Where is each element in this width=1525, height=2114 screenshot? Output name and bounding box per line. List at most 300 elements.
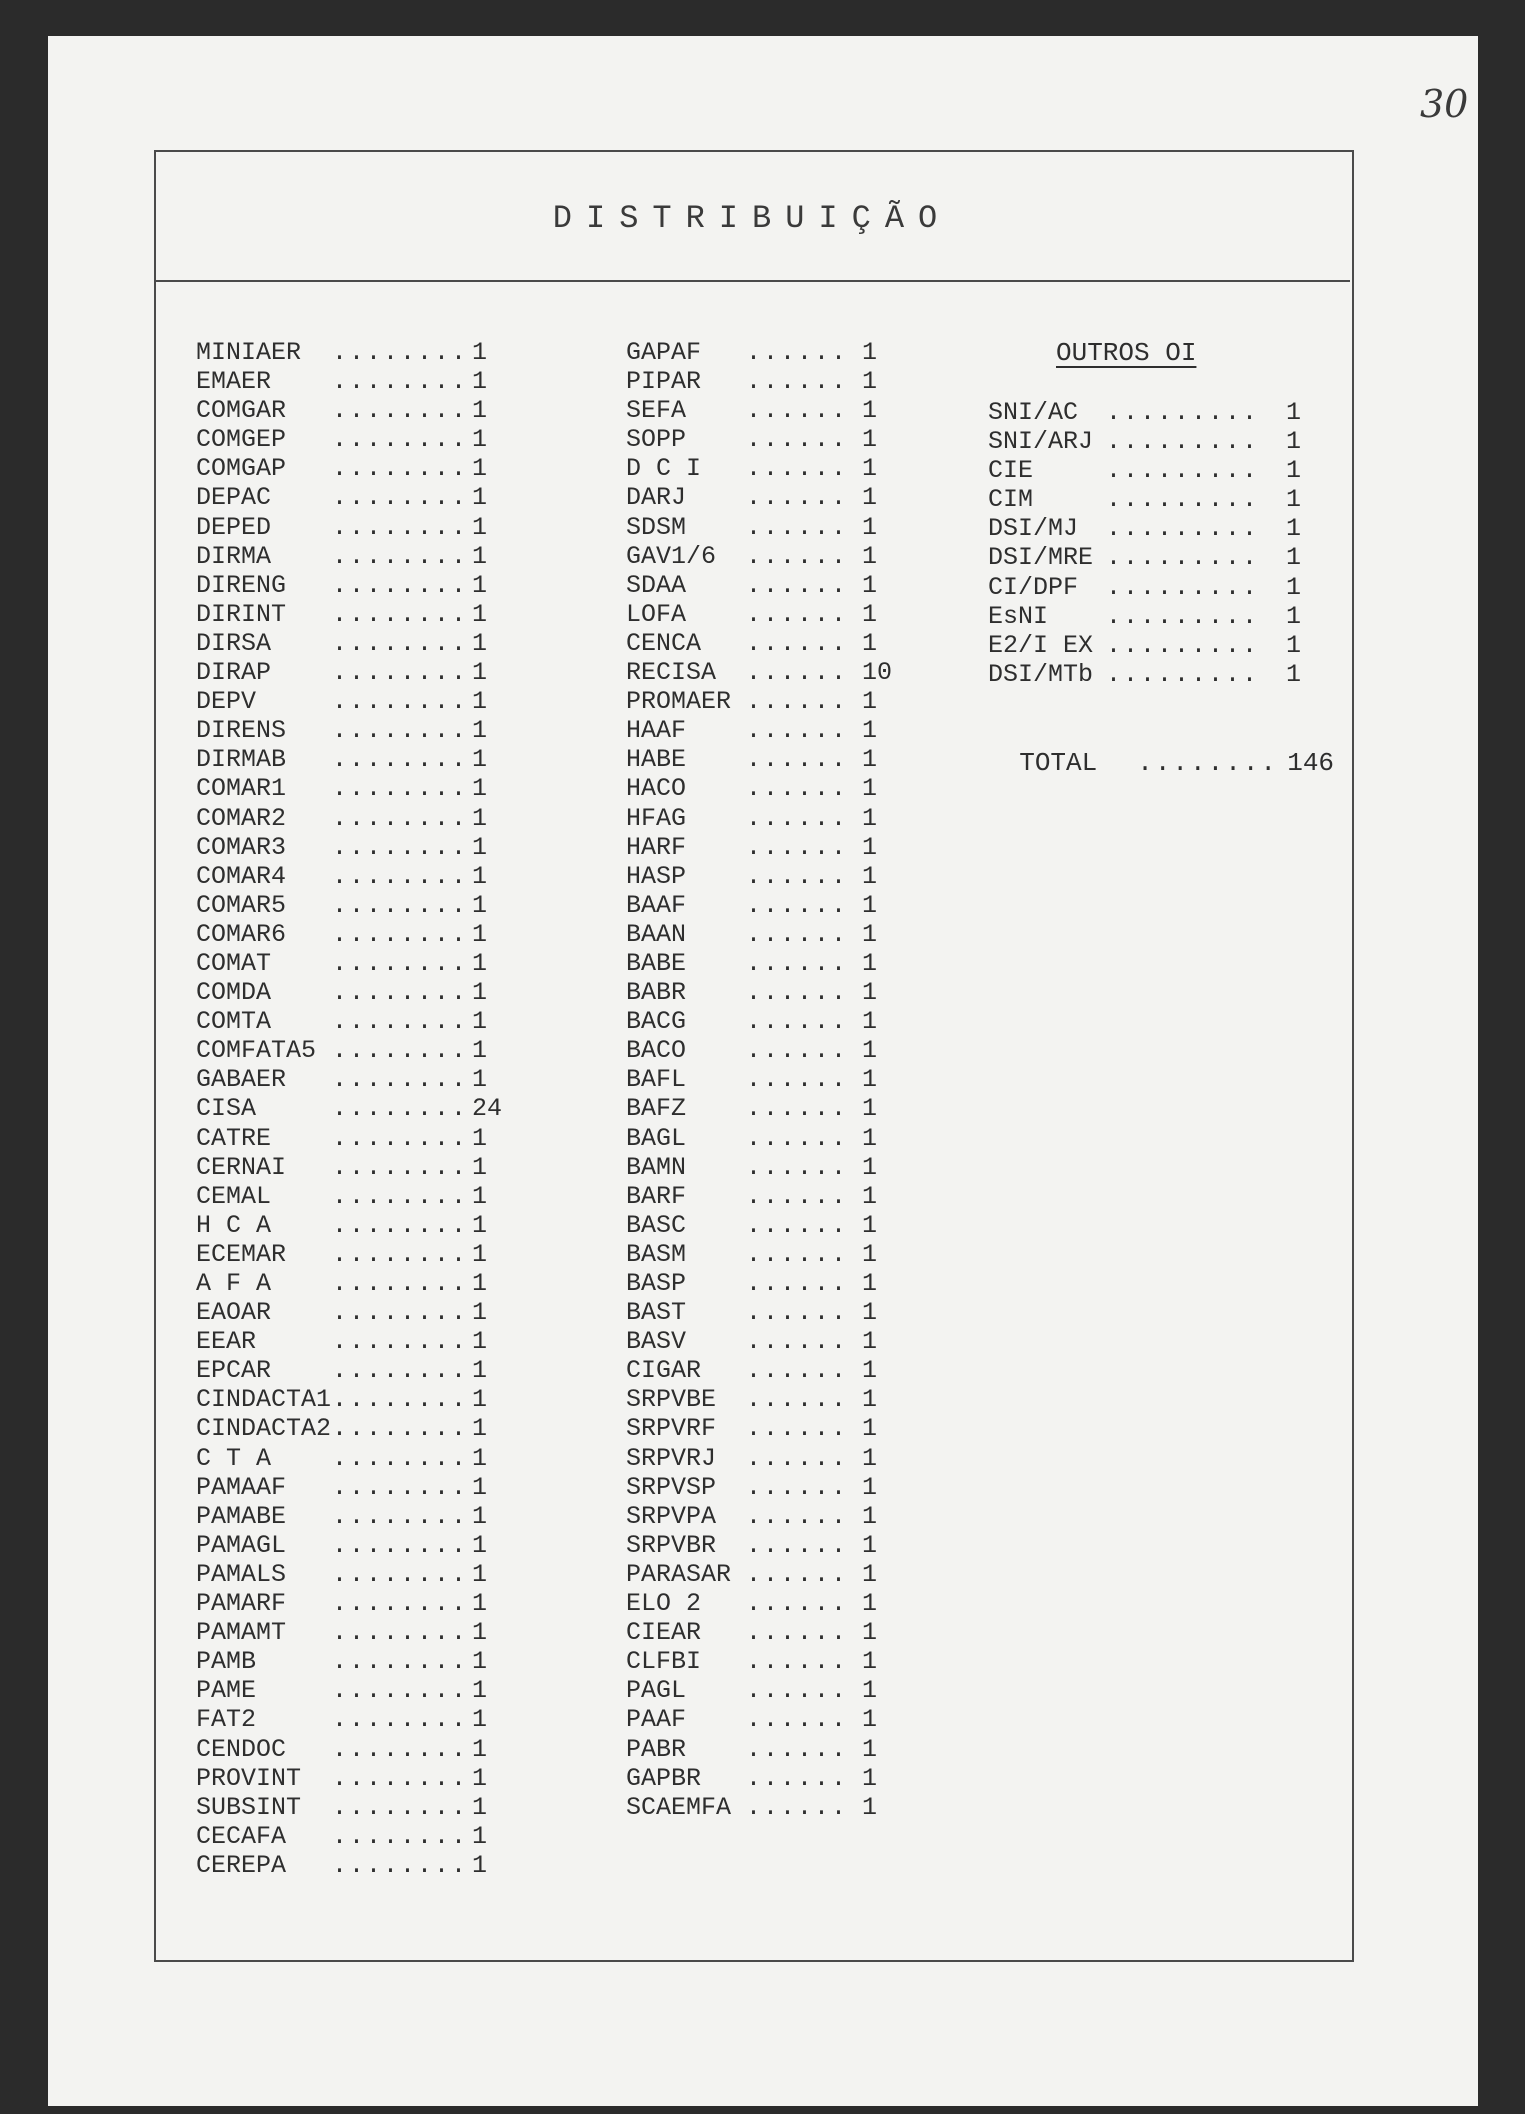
- item-label: DEPV: [196, 687, 257, 717]
- item-label: C T A: [196, 1443, 272, 1473]
- item-quantity: 1: [472, 628, 488, 658]
- item-label: EPCAR: [196, 1356, 272, 1386]
- item-label: H C A: [196, 1210, 272, 1240]
- item-label: COMGAR: [196, 396, 287, 426]
- leader-dots: .........: [1106, 456, 1260, 486]
- leader-dots: ......: [746, 1734, 849, 1764]
- item-label: DIRMA: [196, 541, 272, 571]
- item-quantity: 1: [862, 1676, 878, 1706]
- item-quantity: 1: [862, 1123, 878, 1153]
- leader-dots: ......: [746, 1647, 849, 1677]
- item-label: CERNAI: [196, 1152, 287, 1182]
- item-label: DSI/MJ: [988, 514, 1079, 544]
- item-quantity: 1: [862, 1647, 878, 1677]
- item-quantity: 1: [862, 890, 878, 920]
- item-label: PABR: [626, 1734, 687, 1764]
- item-quantity: 1: [862, 745, 878, 775]
- item-label: SRPVBR: [626, 1530, 717, 1560]
- leader-dots: .........: [1106, 572, 1260, 602]
- leader-dots: ........: [332, 803, 469, 833]
- list-item: [626, 1007, 892, 1036]
- list-item: [626, 1094, 892, 1123]
- leader-dots: .........: [1106, 601, 1260, 631]
- leader-dots: .........: [1106, 485, 1260, 515]
- leader-dots: ........: [332, 919, 469, 949]
- list-item: [196, 687, 502, 716]
- leader-dots: ......: [746, 1589, 849, 1619]
- item-quantity: 1: [472, 1647, 488, 1677]
- item-label: EsNI: [988, 601, 1049, 631]
- item-label: COMAT: [196, 948, 272, 978]
- list-item: [988, 631, 1301, 660]
- item-quantity: 1: [862, 832, 878, 862]
- item-label: SRPVSP: [626, 1472, 717, 1502]
- leader-dots: ......: [746, 948, 849, 978]
- item-label: MINIAER: [196, 338, 302, 367]
- item-quantity: 1: [1286, 572, 1302, 602]
- leader-dots: ........: [332, 1821, 469, 1851]
- item-quantity: 1: [862, 1094, 878, 1124]
- list-item: [196, 338, 502, 367]
- item-quantity: 1: [472, 745, 488, 775]
- item-quantity: 1: [862, 948, 878, 978]
- item-quantity: 1: [472, 367, 488, 397]
- list-item: [196, 1531, 502, 1560]
- leader-dots: .........: [1106, 659, 1260, 689]
- item-quantity: 1: [862, 1618, 878, 1648]
- leader-dots: ......: [746, 1239, 849, 1269]
- leader-dots: ........: [332, 1530, 469, 1560]
- leader-dots: ......: [746, 338, 849, 367]
- item-quantity: 1: [472, 1036, 488, 1066]
- item-quantity: 1: [862, 570, 878, 600]
- item-label: SRPVPA: [626, 1501, 717, 1531]
- list-item: [196, 1618, 502, 1647]
- item-label: CIE: [988, 456, 1034, 486]
- item-label: CIEAR: [626, 1618, 702, 1648]
- list-item: [626, 571, 892, 600]
- item-quantity: 1: [862, 1385, 878, 1415]
- list-item: [626, 1705, 892, 1734]
- list-item: [196, 1502, 502, 1531]
- list-item: [626, 658, 892, 687]
- list-item: [626, 1647, 892, 1676]
- item-quantity: 1: [472, 1501, 488, 1531]
- leader-dots: ......: [746, 861, 849, 891]
- list-item: [196, 396, 502, 425]
- item-quantity: 1: [472, 1181, 488, 1211]
- item-label: DARJ: [626, 483, 687, 513]
- item-label: COMAR4: [196, 861, 287, 891]
- item-label: PAME: [196, 1676, 257, 1706]
- leader-dots: .........: [1106, 427, 1260, 457]
- item-label: CENCA: [626, 628, 702, 658]
- leader-dots: ......: [746, 1036, 849, 1066]
- item-label: HFAG: [626, 803, 687, 833]
- leader-dots: ........: [332, 1123, 469, 1153]
- list-item: [626, 1124, 892, 1153]
- leader-dots: ........: [332, 1734, 469, 1764]
- item-quantity: 1: [862, 1763, 878, 1793]
- handwritten-page-number: 30: [1420, 82, 1469, 126]
- item-label: EMAER: [196, 367, 272, 397]
- leader-dots: ........: [332, 978, 469, 1008]
- item-quantity: 1: [862, 1181, 878, 1211]
- list-item: [626, 1269, 892, 1298]
- item-quantity: 1: [862, 1734, 878, 1764]
- item-label: COMAR1: [196, 774, 287, 804]
- item-label: DIRMAB: [196, 745, 287, 775]
- leader-dots: ........: [332, 338, 469, 367]
- item-quantity: 1: [862, 338, 878, 367]
- item-label: PAMARF: [196, 1589, 287, 1619]
- item-quantity: 1: [472, 1007, 488, 1037]
- item-quantity: 1: [472, 1763, 488, 1793]
- list-item: [626, 338, 892, 367]
- item-label: PAMAMT: [196, 1618, 287, 1648]
- list-item: [988, 602, 1301, 631]
- leader-dots: ........: [332, 1763, 469, 1793]
- item-quantity: 1: [1286, 630, 1302, 660]
- list-item: [196, 629, 502, 658]
- leader-dots: ......: [746, 1181, 849, 1211]
- leader-dots: ........: [332, 1414, 469, 1444]
- item-quantity: 1: [472, 1269, 488, 1298]
- leader-dots: ........: [332, 367, 469, 397]
- item-label: SDAA: [626, 570, 687, 600]
- list-item: [988, 543, 1301, 572]
- item-label: SUBSINT: [196, 1792, 302, 1822]
- item-quantity: 1: [862, 861, 878, 891]
- list-item: [196, 1094, 502, 1123]
- item-label: DEPED: [196, 512, 272, 542]
- list-item: [626, 1589, 892, 1618]
- item-quantity: 1: [472, 658, 488, 688]
- leader-dots: ........: [332, 1472, 469, 1502]
- list-item: [196, 1793, 502, 1822]
- list-item: [626, 862, 892, 891]
- item-quantity: 1: [472, 1152, 488, 1182]
- list-item: [196, 542, 502, 571]
- leader-dots: .........: [1106, 514, 1260, 544]
- list-item: [626, 804, 892, 833]
- list-item: [626, 425, 892, 454]
- item-label: ELO 2: [626, 1589, 702, 1619]
- item-label: ECEMAR: [196, 1239, 287, 1269]
- list-item: [196, 454, 502, 483]
- item-label: CISA: [196, 1094, 257, 1124]
- leader-dots: ........: [332, 1443, 469, 1473]
- item-quantity: 1: [472, 454, 488, 484]
- leader-dots: ........: [332, 1618, 469, 1648]
- item-quantity: 1: [1286, 398, 1302, 427]
- leader-dots: ......: [746, 628, 849, 658]
- leader-dots: ......: [746, 716, 849, 746]
- item-label: DSI/MTb: [988, 659, 1094, 689]
- leader-dots: ........: [332, 774, 469, 804]
- leader-dots: ........: [332, 832, 469, 862]
- item-label: PIPAR: [626, 367, 702, 397]
- leader-dots: ......: [746, 1385, 849, 1415]
- item-quantity: 1: [472, 803, 488, 833]
- list-item: [196, 833, 502, 862]
- leader-dots: ......: [746, 483, 849, 513]
- leader-dots: ......: [746, 1414, 849, 1444]
- item-quantity: 1: [862, 1269, 878, 1298]
- item-label: CENDOC: [196, 1734, 287, 1764]
- item-label: D C I: [626, 454, 702, 484]
- item-quantity: 1: [862, 1298, 878, 1328]
- item-quantity: 1: [472, 687, 488, 717]
- item-label: CINDACTA2: [196, 1414, 332, 1444]
- title-divider: [154, 280, 1350, 282]
- list-item: [988, 485, 1301, 514]
- item-label: CATRE: [196, 1123, 272, 1153]
- item-label: PAGL: [626, 1676, 687, 1706]
- item-quantity: 1: [472, 1327, 488, 1357]
- item-label: SCAEMFA: [626, 1792, 732, 1822]
- item-quantity: 1: [472, 1385, 488, 1415]
- leader-dots: .........: [1106, 398, 1260, 427]
- list-item: [626, 687, 892, 716]
- item-quantity: 1: [862, 541, 878, 571]
- leader-dots: ........: [332, 890, 469, 920]
- leader-dots: ........: [332, 454, 469, 484]
- leader-dots: ........: [332, 1676, 469, 1706]
- leader-dots: ........: [332, 425, 469, 455]
- leader-dots: ........: [332, 948, 469, 978]
- leader-dots: ........: [332, 745, 469, 775]
- leader-dots: ........: [332, 1385, 469, 1415]
- leader-dots: ......: [746, 1530, 849, 1560]
- list-item: [626, 1618, 892, 1647]
- list-item: [196, 1182, 502, 1211]
- item-label: BARF: [626, 1181, 687, 1211]
- leader-dots: ......: [746, 1007, 849, 1037]
- item-label: CI/DPF: [988, 572, 1079, 602]
- list-item: [196, 1065, 502, 1094]
- item-quantity: 1: [862, 483, 878, 513]
- item-quantity: 1: [862, 803, 878, 833]
- leader-dots: ......: [746, 1210, 849, 1240]
- list-item: [626, 1356, 892, 1385]
- item-label: HABE: [626, 745, 687, 775]
- list-item: [196, 1473, 502, 1502]
- list-item: [626, 1298, 892, 1327]
- item-label: COMAR6: [196, 919, 287, 949]
- item-label: DIRSA: [196, 628, 272, 658]
- list-item: [196, 483, 502, 512]
- leader-dots: ......: [746, 1123, 849, 1153]
- item-quantity: 1: [862, 1327, 878, 1357]
- list-item: [626, 600, 892, 629]
- item-quantity: 24: [472, 1094, 503, 1124]
- distribution-list-outros: [988, 398, 1301, 689]
- list-item: [196, 1153, 502, 1182]
- leader-dots: ........: [332, 1559, 469, 1589]
- item-quantity: 1: [1286, 485, 1302, 515]
- leader-dots: ......: [746, 1443, 849, 1473]
- item-label: CEMAL: [196, 1181, 272, 1211]
- item-quantity: 1: [862, 687, 878, 717]
- list-item: [626, 1182, 892, 1211]
- item-quantity: 1: [472, 599, 488, 629]
- item-quantity: 1: [862, 1356, 878, 1386]
- item-quantity: 1: [472, 1210, 488, 1240]
- list-item: [626, 920, 892, 949]
- leader-dots: ......: [746, 1763, 849, 1793]
- distribution-list-middle: [626, 338, 892, 1822]
- list-item: [626, 1735, 892, 1764]
- leader-dots: ......: [746, 745, 849, 775]
- item-quantity: 1: [862, 396, 878, 426]
- list-item: [196, 1327, 502, 1356]
- list-item: [196, 513, 502, 542]
- item-label: SRPVBE: [626, 1385, 717, 1415]
- list-item: [988, 398, 1301, 427]
- item-quantity: 1: [472, 541, 488, 571]
- item-quantity: 1: [862, 1414, 878, 1444]
- leader-dots: ......: [746, 425, 849, 455]
- leader-dots: ......: [746, 1472, 849, 1502]
- leader-dots: ........: [332, 1792, 469, 1822]
- item-quantity: 1: [862, 512, 878, 542]
- item-quantity: 1: [472, 832, 488, 862]
- item-label: CIGAR: [626, 1356, 702, 1386]
- item-quantity: 1: [472, 1559, 488, 1589]
- item-quantity: 1: [472, 978, 488, 1008]
- item-label: SRPVRJ: [626, 1443, 717, 1473]
- item-label: PAAF: [626, 1705, 687, 1735]
- list-item: [196, 1444, 502, 1473]
- leader-dots: ........: [332, 1065, 469, 1095]
- leader-dots: ........: [332, 1647, 469, 1677]
- leader-dots: ......: [746, 396, 849, 426]
- total-label: TOTAL: [1019, 748, 1098, 778]
- item-quantity: 1: [472, 1356, 488, 1386]
- item-label: HARF: [626, 832, 687, 862]
- list-item: [626, 1036, 892, 1065]
- leader-dots: ........: [332, 716, 469, 746]
- item-label: COMGAP: [196, 454, 287, 484]
- leader-dots: ........: [332, 599, 469, 629]
- list-item: [626, 1473, 892, 1502]
- leader-dots: ......: [746, 1094, 849, 1124]
- item-quantity: 1: [862, 1559, 878, 1589]
- list-item: [196, 1589, 502, 1618]
- leader-dots: ........: [332, 1210, 469, 1240]
- item-label: LOFA: [626, 599, 687, 629]
- leader-dots: ......: [746, 367, 849, 397]
- list-item: [196, 862, 502, 891]
- item-label: BAAN: [626, 919, 687, 949]
- item-quantity: 1: [472, 1298, 488, 1328]
- list-item: [626, 1560, 892, 1589]
- leader-dots: ........: [332, 396, 469, 426]
- leader-dots: ........: [332, 1152, 469, 1182]
- leader-dots: ........: [332, 1356, 469, 1386]
- list-item: [988, 514, 1301, 543]
- leader-dots: ......: [746, 890, 849, 920]
- leader-dots: ......: [746, 570, 849, 600]
- item-quantity: 1: [1286, 659, 1302, 689]
- item-quantity: 1: [472, 1821, 488, 1851]
- item-quantity: 1: [472, 338, 488, 367]
- item-label: CLFBI: [626, 1647, 702, 1677]
- list-item: [626, 1327, 892, 1356]
- item-quantity: 1: [862, 425, 878, 455]
- list-item: [196, 920, 502, 949]
- leader-dots: ......: [746, 658, 849, 688]
- leader-dots: ........: [332, 1007, 469, 1037]
- list-item: [196, 1298, 502, 1327]
- item-quantity: 1: [472, 1618, 488, 1648]
- item-label: GAPAF: [626, 338, 702, 367]
- document-title: DISTRIBUIÇÃO: [552, 200, 952, 237]
- leader-dots: ........: [332, 1298, 469, 1328]
- list-item: [626, 629, 892, 658]
- item-quantity: 1: [862, 1210, 878, 1240]
- item-quantity: 1: [1286, 427, 1302, 457]
- item-quantity: 1: [472, 1472, 488, 1502]
- item-label: BAST: [626, 1298, 687, 1328]
- leader-dots: ......: [746, 803, 849, 833]
- list-item: [626, 891, 892, 920]
- item-quantity: 1: [1286, 543, 1302, 573]
- list-item: [626, 1414, 892, 1443]
- item-label: CINDACTA1: [196, 1385, 332, 1415]
- total-row: [988, 718, 1334, 778]
- item-label: CEREPA: [196, 1850, 287, 1880]
- item-quantity: 1: [862, 1501, 878, 1531]
- leader-dots: ......: [746, 1152, 849, 1182]
- list-item: [626, 1531, 892, 1560]
- list-item: [626, 1065, 892, 1094]
- item-label: DEPAC: [196, 483, 272, 513]
- item-quantity: 1: [472, 1123, 488, 1153]
- item-quantity: 1: [472, 890, 488, 920]
- leader-dots: ......: [746, 454, 849, 484]
- item-quantity: 1: [472, 948, 488, 978]
- item-label: BASP: [626, 1269, 687, 1298]
- list-item: [196, 774, 502, 803]
- list-item: [626, 1793, 892, 1822]
- item-quantity: 1: [862, 978, 878, 1008]
- list-item: [988, 660, 1301, 689]
- leader-dots: ........: [332, 483, 469, 513]
- item-quantity: 1: [472, 1414, 488, 1444]
- leader-dots: ........: [332, 1181, 469, 1211]
- item-quantity: 1: [862, 1589, 878, 1619]
- item-quantity: 1: [862, 1705, 878, 1735]
- item-label: SNI/ARJ: [988, 427, 1094, 457]
- leader-dots: ......: [746, 541, 849, 571]
- list-item: [196, 978, 502, 1007]
- list-item: [988, 573, 1301, 602]
- item-quantity: 1: [862, 367, 878, 397]
- list-item: [196, 600, 502, 629]
- list-item: [196, 1560, 502, 1589]
- item-quantity: 1: [1286, 456, 1302, 486]
- leader-dots: ........: [332, 658, 469, 688]
- leader-dots: ......: [746, 1501, 849, 1531]
- item-label: COMFATA5: [196, 1036, 317, 1066]
- leader-dots: ........: [332, 1850, 469, 1880]
- item-quantity: 1: [472, 425, 488, 455]
- item-label: GAPBR: [626, 1763, 702, 1793]
- leader-dots: ......: [746, 1356, 849, 1386]
- item-label: DSI/MRE: [988, 543, 1094, 573]
